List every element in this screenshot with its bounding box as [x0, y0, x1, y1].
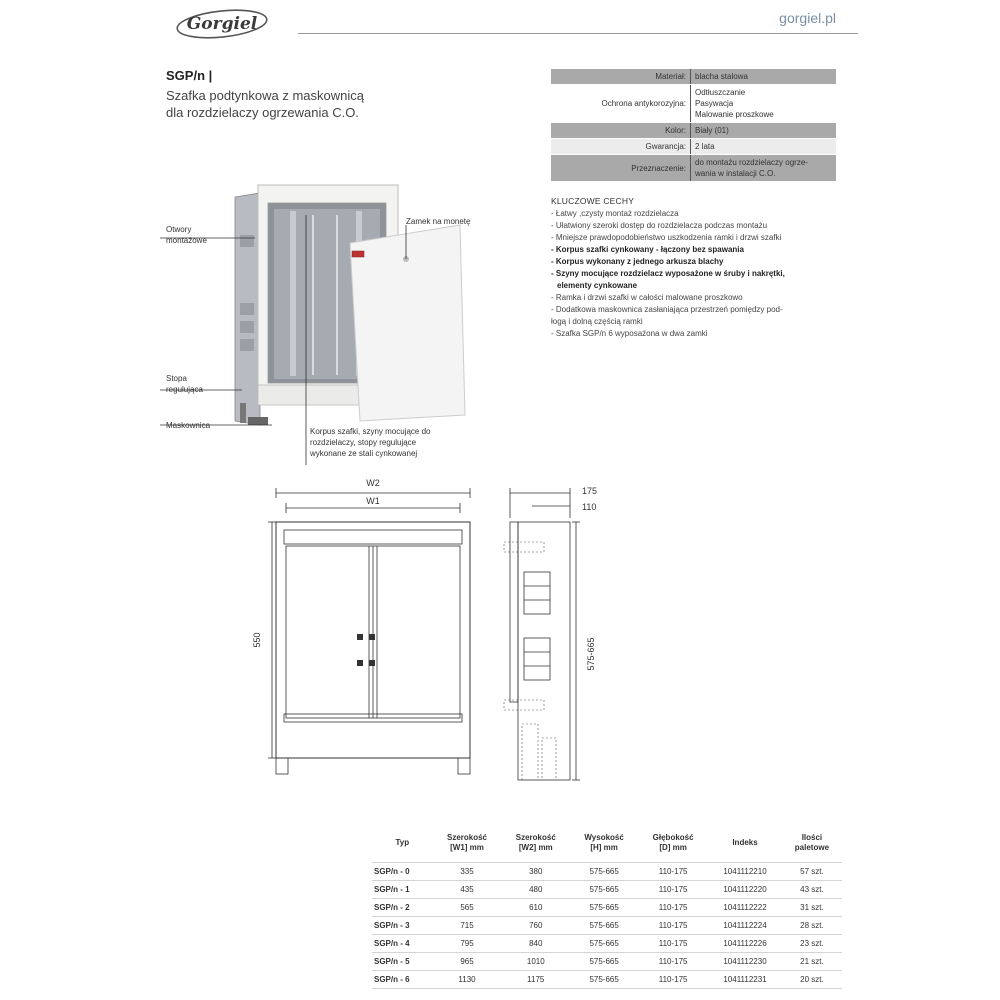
feature-item: - Korpus szafki cynkowany - łączony bez spawania: [551, 245, 744, 254]
table-cell: SGP/n - 4: [372, 935, 433, 953]
table-cell: 31 szt.: [782, 899, 842, 917]
spec-row-corrosion: [551, 85, 836, 123]
dim-w1: W1: [366, 496, 380, 506]
dim-w2: W2: [366, 478, 380, 488]
table-cell: 335: [433, 863, 502, 881]
table-cell: 380: [501, 863, 570, 881]
table-cell: 610: [501, 899, 570, 917]
table-cell: 1130: [433, 971, 502, 989]
callout-text: rozdzielaczy, stopy regulujące: [310, 438, 417, 447]
spec-row-material: [551, 69, 836, 85]
table-cell: SGP/n - 0: [372, 863, 433, 881]
side-view-hidden-lines: [504, 542, 556, 780]
callout-text: wykonane ze stali cynkowanej: [310, 449, 418, 458]
table-cell: 110-175: [638, 917, 708, 935]
feature-item: - Korpus wykonany z jednego arkusza blachy: [551, 257, 724, 266]
spec-key: Ochrona antykorozyjna:: [551, 85, 691, 122]
table-row: [372, 935, 842, 953]
spec-row-purpose: [551, 155, 836, 182]
col-pallet-qty: Ilości paletowe: [794, 833, 830, 852]
spec-value: [691, 155, 836, 181]
technical-drawing: [230, 478, 630, 818]
table-cell: 1041112220: [708, 881, 782, 899]
product-subtitle-line1: Szafka podtynkowa z maskownicą: [166, 88, 364, 103]
table-cell: SGP/n - 6: [372, 971, 433, 989]
spec-key: Kolor:: [551, 123, 691, 138]
table-cell: 575-665: [570, 863, 638, 881]
table-cell: 23 szt.: [782, 935, 842, 953]
spec-value-line: do montażu rozdzielaczy ogrze-: [695, 158, 808, 167]
table-cell: 575-665: [570, 917, 638, 935]
feature-item: - Szyny mocujące rozdzielacz wyposażone w śruby i nakrętki,: [551, 269, 785, 278]
table-cell: 1041112230: [708, 953, 782, 971]
table-cell: 435: [433, 881, 502, 899]
table-cell: SGP/n - 3: [372, 917, 433, 935]
feature-item: elementy cynkowane: [557, 281, 638, 290]
callout-cover: Maskownica: [166, 421, 211, 430]
spec-value: [691, 85, 836, 122]
door-handles: [357, 634, 375, 666]
site-url-link[interactable]: gorgiel.pl: [779, 10, 836, 26]
table-row: [372, 863, 842, 881]
table-cell: 1041112231: [708, 971, 782, 989]
dim-h: 550: [252, 632, 262, 648]
table-cell: 575-665: [570, 953, 638, 971]
table-cell: 575-665: [570, 899, 638, 917]
table-cell: 57 szt.: [782, 863, 842, 881]
feature-item: - Mniejsze prawdopodobieństwo uszkodzenia ramki i drzwi szafki: [551, 233, 782, 242]
table-cell: SGP/n - 1: [372, 881, 433, 899]
spec-value: 2 lata: [695, 142, 715, 151]
feature-item: - Łatwy ,czysty montaż rozdzielacza: [551, 209, 679, 218]
table-cell: 715: [433, 917, 502, 935]
dim-depth-max: 175: [582, 486, 598, 496]
spec-key: Przeznaczenie:: [551, 155, 691, 181]
table-cell: 1041112226: [708, 935, 782, 953]
col-index: Indeks: [732, 838, 758, 847]
table-cell: 480: [501, 881, 570, 899]
spec-value-line: wania w instalacji C.O.: [695, 169, 776, 178]
feature-item: - Ułatwiony szeroki dostęp do rozdzielacza podczas montażu: [551, 221, 768, 230]
col-depth: Głębokość [D] mm: [652, 833, 694, 852]
callout-body: [310, 426, 431, 459]
product-variants-table: [372, 824, 842, 989]
table-cell: 795: [433, 935, 502, 953]
spec-value-line: Malowanie proszkowe: [695, 110, 774, 119]
callout-text: regulująca: [166, 385, 203, 394]
table-row: [372, 881, 842, 899]
table-cell: 1041112222: [708, 899, 782, 917]
col-width-w1: Szerokość [W1] mm: [446, 833, 488, 852]
brand-logo-text: Gorgiel: [186, 14, 258, 34]
side-view: [510, 488, 580, 780]
table-cell: 840: [501, 935, 570, 953]
table-cell: SGP/n - 2: [372, 899, 433, 917]
spec-value: blacha stalowa: [695, 72, 748, 81]
spec-value-line: Odtłuszczanie: [695, 88, 746, 97]
col-type: Typ: [395, 838, 410, 847]
table-cell: 110-175: [638, 953, 708, 971]
callout-coin-lock: Zamek na monetę: [406, 217, 471, 226]
spec-table: [551, 69, 836, 182]
table-cell: 28 szt.: [782, 917, 842, 935]
table-cell: 575-665: [570, 935, 638, 953]
table-cell: SGP/n - 5: [372, 953, 433, 971]
table-cell: 1010: [501, 953, 570, 971]
col-width-w2: Szerokość [W2] mm: [515, 833, 556, 852]
table-cell: 760: [501, 917, 570, 935]
table-cell: 110-175: [638, 971, 708, 989]
table-cell: 110-175: [638, 899, 708, 917]
callout-text: montażowe: [166, 236, 207, 245]
table-cell: 110-175: [638, 881, 708, 899]
table-cell: 110-175: [638, 935, 708, 953]
key-features: [551, 195, 851, 340]
features-heading: KLUCZOWE CECHY: [551, 196, 635, 206]
table-row: [372, 917, 842, 935]
spec-row-color: [551, 123, 836, 139]
table-cell: 565: [433, 899, 502, 917]
dim-height-range: 575-665: [586, 637, 596, 671]
brand-logo: [176, 8, 268, 40]
feature-item: - Dodatkowa maskownica zasłaniająca przestrzeń pomiędzy pod-: [551, 305, 783, 314]
header-divider: [298, 33, 858, 34]
product-subtitle-line2: dla rozdzielaczy ogrzewania C.O.: [166, 105, 359, 120]
product-title-block: [166, 68, 496, 121]
callout-text: Otwory: [166, 225, 192, 234]
table-row: [372, 971, 842, 989]
table-cell: 1041112224: [708, 917, 782, 935]
front-view: [268, 488, 470, 774]
spec-row-warranty: [551, 139, 836, 155]
callout-mounting-holes: [166, 224, 207, 246]
col-height: Wysokość [H] mm: [584, 833, 624, 852]
table-cell: 1041112210: [708, 863, 782, 881]
table-cell: 1175: [501, 971, 570, 989]
table-row: [372, 899, 842, 917]
callout-text: Korpus szafki, szyny mocujące do: [310, 427, 431, 436]
callout-adjustable-foot: [166, 373, 203, 395]
table-cell: 43 szt.: [782, 881, 842, 899]
dim-depth-min: 110: [582, 502, 597, 512]
spec-key: Materiał:: [551, 69, 691, 84]
spec-key: Gwarancja:: [551, 139, 691, 154]
spec-value: Biały (01): [695, 126, 729, 135]
callout-text: Stopa: [166, 374, 187, 383]
table-header-row: [372, 824, 842, 863]
table-cell: 575-665: [570, 881, 638, 899]
table-cell: 110-175: [638, 863, 708, 881]
feature-item: - Szafka SGP/n 6 wyposażona w dwa zamki: [551, 329, 708, 338]
feature-item: łogą i dolną częścią ramki: [551, 317, 643, 326]
product-code: SGP/n |: [166, 68, 213, 83]
table-cell: 965: [433, 953, 502, 971]
table-row: [372, 953, 842, 971]
table-cell: 21 szt.: [782, 953, 842, 971]
feature-item: - Ramka i drzwi szafki w całości malowane proszkowo: [551, 293, 743, 302]
spec-value-line: Pasywacja: [695, 99, 734, 108]
table-cell: 20 szt.: [782, 971, 842, 989]
table-cell: 575-665: [570, 971, 638, 989]
